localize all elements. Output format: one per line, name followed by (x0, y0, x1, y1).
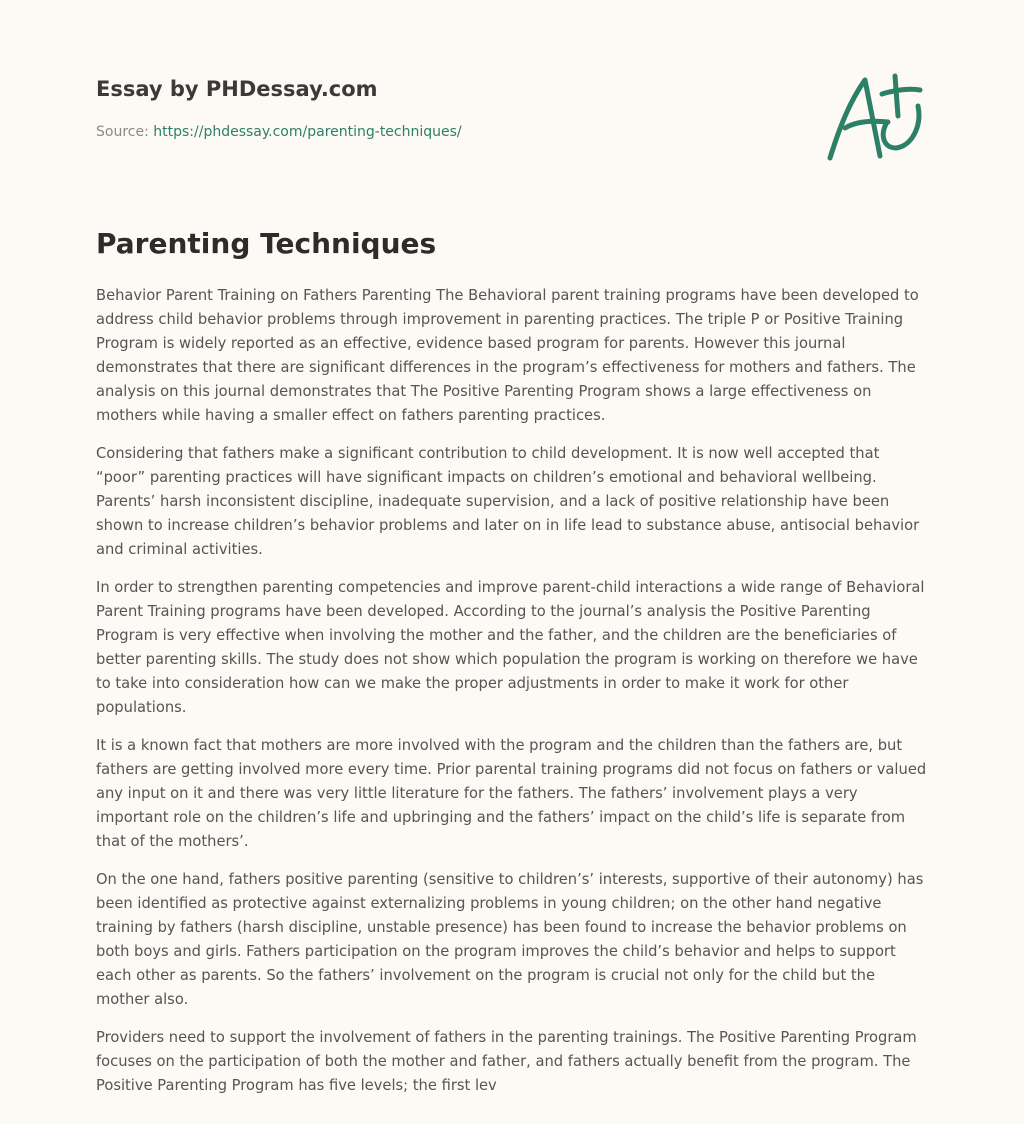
site-title: Essay by PHDessay.com (96, 77, 378, 101)
paragraph: In order to strengthen parenting competencies and improve parent-child interactions a wide range of Behavioral Parent Training programs have been developed. According to the journal’s analysis the Positive Parenting Program is very effective when involving the mother and the father, and the children are the beneficiaries of better parenting skills. The study does not show which population the program is working on therefore we have to take into consideration how can we make the proper adjustments in order to make it work for other populations. (96, 579, 925, 716)
source-link[interactable]: https://phdessay.com/parenting-techniques/ (153, 124, 462, 140)
paragraph: Considering that fathers make a significant contribution to child development. It is now well accepted that “poor” parenting practices will have significant impacts on children’s emotional and behavioral wellbeing. Parents’ harsh inconsistent discipline, inadequate supervision, and a lack of positive relationship have been shown to increase children’s behavior problems and later on in life lead to substance abuse, antisocial behavior and criminal activities. (96, 445, 920, 558)
article-body (96, 284, 932, 1112)
page-title: Parenting Techniques (96, 227, 437, 260)
source-label: Source: (96, 124, 149, 140)
page-header (96, 74, 796, 142)
a-plus-logo-icon (820, 66, 930, 166)
source-line (96, 122, 796, 142)
paragraph: On the one hand, fathers positive parenting (sensitive to children’s’ interests, supportive of their autonomy) has been identified as protective against externalizing problems in young children; on the other hand negative training by fathers (harsh discipline, unstable presence) has been found to increase the behavior problems on both boys and girls. Fathers participation on the program improves the child’s behavior and helps to support each other as parents. So the fathers’ involvement on the program is crucial not only for the child but the mother also. (96, 871, 924, 1008)
paragraph: It is a known fact that mothers are more involved with the program and the children than the fathers are, but fathers are getting involved more every time. Prior parental training programs did not focus on fathers or valued any input on it and there was very little literature for the fathers. The fathers’ involvement plays a very important role on the children’s life and upbringing and the fathers’ impact on the child’s life is separate from that of the mothers’. (96, 737, 927, 850)
paragraph: Behavior Parent Training on Fathers Parenting The Behavioral parent training programs have been developed to address child behavior problems through improvement in parenting practices. The triple P or Positive Training Program is widely reported as an effective, evidence based program for parents. However this journal demonstrates that there are significant differences in the program’s effectiveness for mothers and fathers. The analysis on this journal demonstrates that The Positive Parenting Program shows a large effectiveness on mothers while having a smaller effect on fathers parenting practices. (96, 287, 919, 424)
paragraph: Providers need to support the involvement of fathers in the parenting trainings. The Positive Parenting Program focuses on the participation of both the mother and father, and fathers actually benefit from the program. The Positive Parenting Program has five levels; the first lev (96, 1029, 917, 1094)
